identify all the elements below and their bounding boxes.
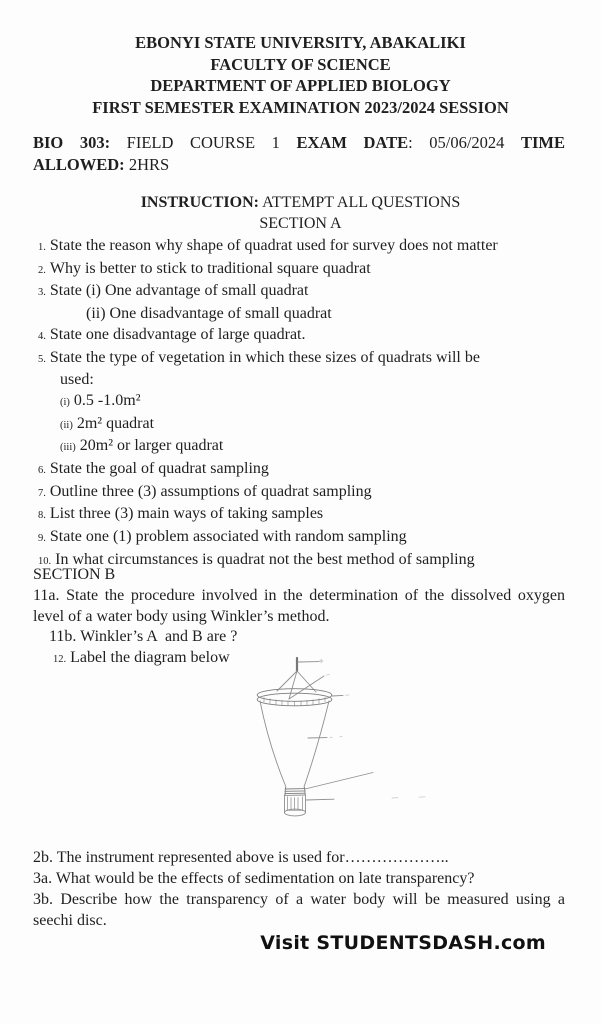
question-number: 4. xyxy=(38,330,46,342)
plankton-net-diagram xyxy=(245,652,445,848)
question-text: 2m² quadrat xyxy=(76,414,155,432)
university-header xyxy=(0,32,601,119)
question-12-number: 12. xyxy=(53,654,67,666)
faint-mark xyxy=(320,659,324,663)
question-number: 5. xyxy=(38,353,46,365)
question-text: used: xyxy=(60,371,94,389)
question-line xyxy=(0,370,573,391)
question-text: State one disadvantage of large quadrat. xyxy=(49,325,306,343)
label-pointer-ring xyxy=(332,695,343,696)
question-line xyxy=(0,504,573,527)
instruction-text: ATTEMPT ALL QUESTIONS xyxy=(258,194,461,211)
question-number: 1. xyxy=(38,242,46,253)
question-line xyxy=(0,436,573,459)
net-cone xyxy=(260,701,329,787)
question-11a: 11a. State the procedure involved in the determination of the dissolved oxygen level of a water body using Winkler’s method. xyxy=(33,586,565,625)
question-number: (ii) xyxy=(60,419,73,431)
question-text: (ii) One disadvantage of small quadrat xyxy=(86,305,332,323)
question-text: 20m² or larger quadrat xyxy=(79,437,224,455)
question-text: State one (1) problem associated with random sampling xyxy=(49,528,407,546)
semester-session: FIRST SEMESTER EXAMINATION 2023/2024 SESSION xyxy=(92,98,509,118)
question-line xyxy=(0,348,573,371)
label-pointer-neck xyxy=(305,773,373,790)
bottom-questions xyxy=(33,847,565,931)
course-title: FIELD COURSE 1 xyxy=(126,133,280,152)
question-text: List three (3) main ways of taking samples xyxy=(49,505,324,523)
course-code: BIO 303: xyxy=(33,133,111,152)
instruction-line xyxy=(0,194,601,212)
course-info xyxy=(33,132,565,176)
section-a-title: SECTION A xyxy=(259,215,342,232)
faculty-name: FACULTY OF SCIENCE xyxy=(210,54,391,74)
question-text: State the type of vegetation in which these sizes of quadrats will be xyxy=(49,348,480,366)
question-11b: 11b. Winkler’s A and B are ? xyxy=(49,628,238,646)
question-3b: 3b. Describe how the transparency of a water body will be measured using a seechi disc. xyxy=(33,891,565,929)
question-line xyxy=(0,414,573,437)
question-line xyxy=(0,304,573,325)
question-line xyxy=(0,325,573,348)
question-number: 8. xyxy=(38,510,46,522)
question-text: State (i) One advantage of small quadrat xyxy=(49,282,309,300)
question-number: (i) xyxy=(60,396,70,408)
question-text: State the goal of quadrat sampling xyxy=(49,460,269,478)
question-number: 7. xyxy=(38,487,46,499)
question-text: 0.5 -1.0m² xyxy=(73,391,141,409)
question-number: 2. xyxy=(38,264,46,276)
question-line xyxy=(0,391,573,414)
question-line xyxy=(0,281,573,304)
question-number: 10. xyxy=(38,555,52,567)
exam-date-label: EXAM DATE xyxy=(296,133,409,152)
question-line xyxy=(0,236,573,259)
question-12-text: Label the diagram below xyxy=(70,649,230,667)
question-text: State the reason why shape of quadrat used for survey does not matter xyxy=(49,237,498,254)
exam-date-value: : 05/06/2024 xyxy=(408,133,505,152)
mouth-ring xyxy=(257,689,332,706)
question-number: 9. xyxy=(38,533,46,545)
question-number: 6. xyxy=(38,465,46,477)
question-number: (iii) xyxy=(60,442,76,454)
faint-mark xyxy=(392,797,425,798)
question-3a: 3a. What would be the effects of sedimentation on late transparency? xyxy=(33,870,475,887)
question-text: In what circumstances is quadrat not the best method of sampling xyxy=(55,550,475,568)
time-allowed-label-2: ALLOWED: xyxy=(33,155,125,174)
instruction-label: INSTRUCTION: xyxy=(140,194,259,211)
collecting-bucket xyxy=(285,795,306,816)
university-name: EBONYI STATE UNIVERSITY, ABAKALIKI xyxy=(135,33,466,52)
department-name: DEPARTMENT OF APPLIED BIOLOGY xyxy=(150,76,451,96)
question-line xyxy=(0,527,573,550)
studentsdash-watermark: Visit STUDENTSDASH.com xyxy=(260,932,546,954)
neck-collar xyxy=(285,788,305,796)
label-pointer-bucket xyxy=(306,799,334,800)
section-a-list xyxy=(0,236,573,573)
question-line xyxy=(0,259,573,282)
section-b-title: SECTION B xyxy=(33,566,116,583)
question-line xyxy=(0,482,573,505)
course-info-line1 xyxy=(33,132,565,154)
time-allowed-label-1: TIME xyxy=(521,133,566,152)
question-text: Outline three (3) assumptions of quadrat sampling xyxy=(49,482,372,500)
question-2b: 2b. The instrument represented above is used for……………….. xyxy=(33,849,449,866)
time-allowed-value: 2HRS xyxy=(128,155,170,174)
course-info-line2 xyxy=(33,154,565,176)
question-text: Why is better to stick to traditional square quadrat xyxy=(49,259,371,277)
question-line xyxy=(0,459,573,482)
question-number: 3. xyxy=(38,287,46,299)
faint-mark xyxy=(330,737,342,738)
